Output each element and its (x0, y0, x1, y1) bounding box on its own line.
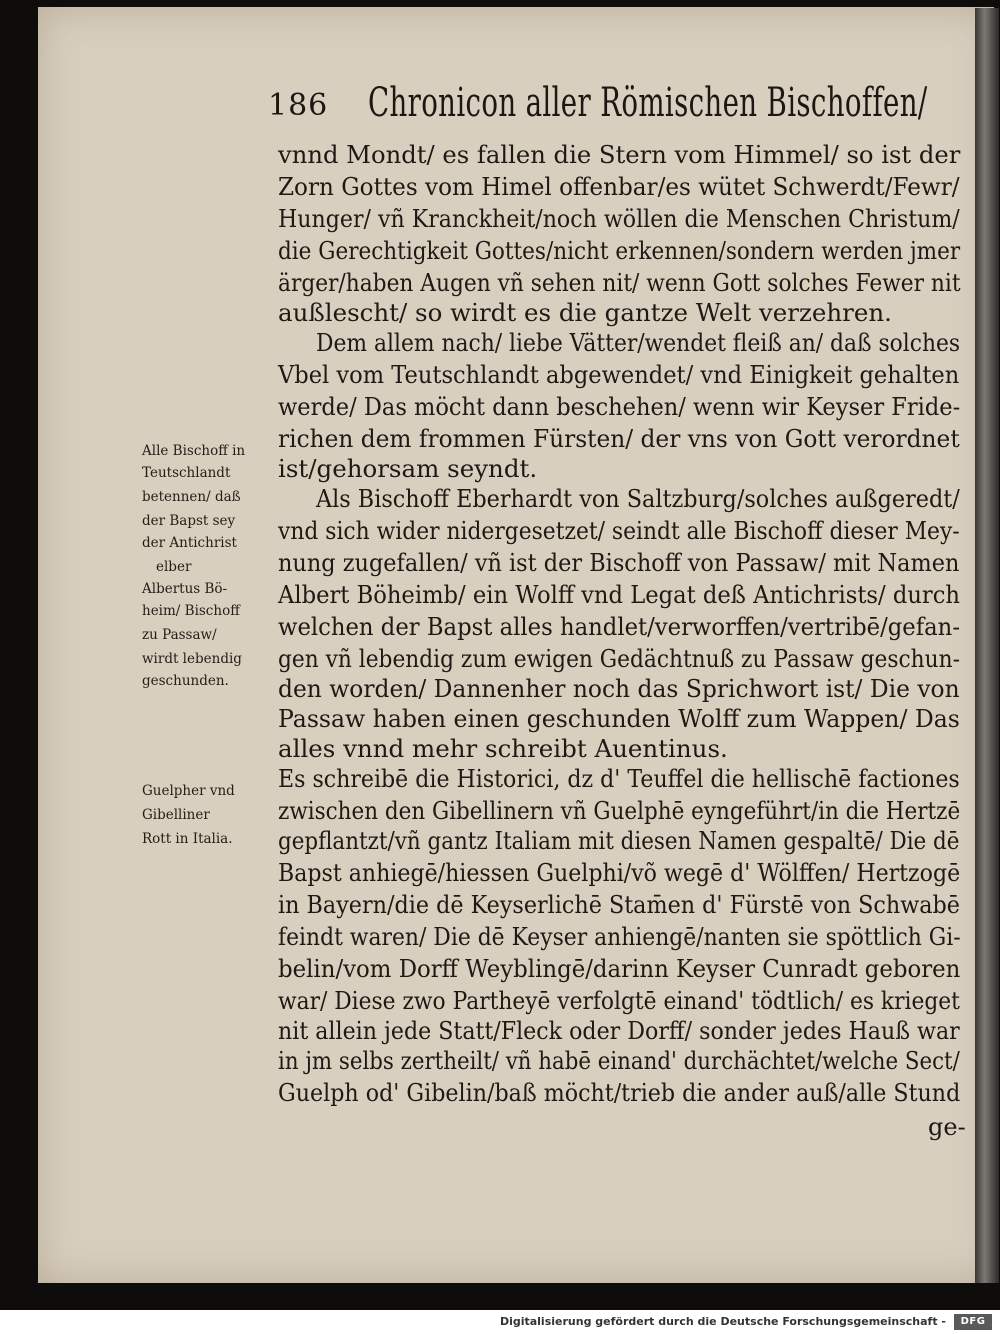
body-line: in jm selbs zertheilt/ vñ habē einand' durchächtet/welche Sect/ (278, 1046, 960, 1075)
marginal-note-line: zu Passaw/ (142, 627, 217, 643)
body-line: gepflantzt/vñ gantz Italiam mit diesen Namen gespaltē/ Die dē (278, 826, 960, 855)
marginal-note-line: betennen/ daß (142, 489, 241, 505)
body-line: ärger/haben Augen vñ sehen nit/ wenn Gott solches Fewer nit (278, 268, 961, 297)
body-line: feindt waren/ Die dē Keyser anhiengē/nanten sie spöttlich Gi- (278, 922, 961, 951)
marginal-note-line: der Antichrist (142, 535, 237, 551)
footer-bar (0, 1310, 1000, 1334)
body-line: den worden/ Dannenher noch das Sprichwort ist/ Die von (278, 674, 960, 703)
body-line: Vbel vom Teutschlandt abgewendet/ vnd Einigkeit gehalten (278, 360, 960, 389)
marginal-note-line: Gibelliner (142, 807, 210, 823)
marginal-note-line: Rott in Italia. (142, 831, 233, 847)
marginal-note-line: wirdt lebendig (142, 651, 242, 667)
body-line: Als Bischoff Eberhardt von Saltzburg/solches außgeredt/ (316, 484, 960, 513)
body-line: Es schreibē die Historici, dz d' Teuffel die hellischē factiones (278, 764, 960, 793)
marginal-note-line: der Bapst sey (142, 513, 236, 529)
marginal-note-line: Alle Bischoff in (142, 443, 246, 459)
body-line: ist/gehorsam seyndt. (278, 454, 538, 483)
body-line: welchen der Bapst alles handlet/verworffen/vertribē/gefan- (278, 612, 960, 641)
catchword: ge- (928, 1113, 966, 1141)
body-line: nung zugefallen/ vñ ist der Bischoff von Passaw/ mit Namen (278, 548, 960, 577)
page-number: 186 (268, 88, 329, 123)
body-line: richen dem frommen Fürsten/ der vns von Gott verordnet (278, 424, 960, 453)
body-line: Dem allem nach/ liebe Vätter/wendet fleiß an/ daß solches (316, 328, 961, 357)
body-line: belin/vom Dorff Weyblingē/darinn Keyser Cunradt geboren (278, 954, 961, 983)
body-line: Zorn Gottes vom Himel offenbar/es wütet Schwerdt/Fewr/ (278, 172, 960, 201)
page-edge (975, 8, 999, 1283)
body-line: vnnd Mondt/ es fallen die Stern vom Himmel/ so ist der (278, 140, 961, 169)
marginal-note-line: elber (156, 559, 192, 575)
body-line: in Bayern/die dē Keyserlichē Stam̄en d' Fürstē von Schwabē (278, 890, 960, 919)
marginal-note-line: Teutschlandt (142, 465, 231, 481)
digitization-credit: Digitalisierung gefördert durch die Deutsche Forschungsgemeinschaft - (499, 1315, 946, 1328)
body-line: Guelph od' Gibelin/baß möcht/trieb die ander auß/alle Stund (278, 1078, 961, 1107)
body-line: gen vñ lebendig zum ewigen Gedächtnuß zu Passaw geschun- (278, 644, 960, 673)
body-line: nit allein jede Statt/Fleck oder Dorff/ sonder jedes Hauß war (278, 1016, 960, 1045)
body-line: vnd sich wider nidergesetzet/ seindt alle Bischoff dieser Mey- (278, 516, 960, 545)
marginal-note-line: Albertus Bö- (142, 581, 228, 597)
marginal-note-line: heim/ Bischoff (142, 603, 240, 619)
marginal-note-line: geschunden. (142, 673, 229, 689)
body-line: zwischen den Gibellinern vñ Guelphē eyngeführt/in die Hertzē (278, 796, 961, 825)
body-line: Bapst anhiegē/hiessen Guelphi/võ wegē d' Wölffen/ Hertzogē (278, 858, 961, 887)
dfg-logo: DFG (954, 1314, 992, 1330)
body-line: Albert Böheimb/ ein Wolff vnd Legat deß Antichrists/ durch (278, 580, 961, 609)
body-line: Hunger/ vñ Kranckheit/noch wöllen die Menschen Christum/ (278, 204, 960, 233)
body-line: war/ Diese zwo Partheyē verfolgtē einand' tödtlich/ es krieget (278, 986, 960, 1015)
body-line: die Gerechtigkeit Gottes/nicht erkennen/sondern werden jmer (278, 236, 961, 265)
running-title: Chronicon aller Römischen Bischoffen/ (368, 80, 928, 126)
body-line: Passaw haben einen geschunden Wolff zum Wappen/ Das (278, 704, 960, 733)
body-line: werde/ Das möcht dann beschehen/ wenn wir Keyser Fride- (278, 392, 961, 421)
marginal-note-line: Guelpher vnd (142, 783, 235, 799)
body-line: alles vnnd mehr schreibt Auentinus. (278, 734, 728, 763)
body-line: außlescht/ so wirdt es die gantze Welt verzehren. (278, 298, 892, 327)
